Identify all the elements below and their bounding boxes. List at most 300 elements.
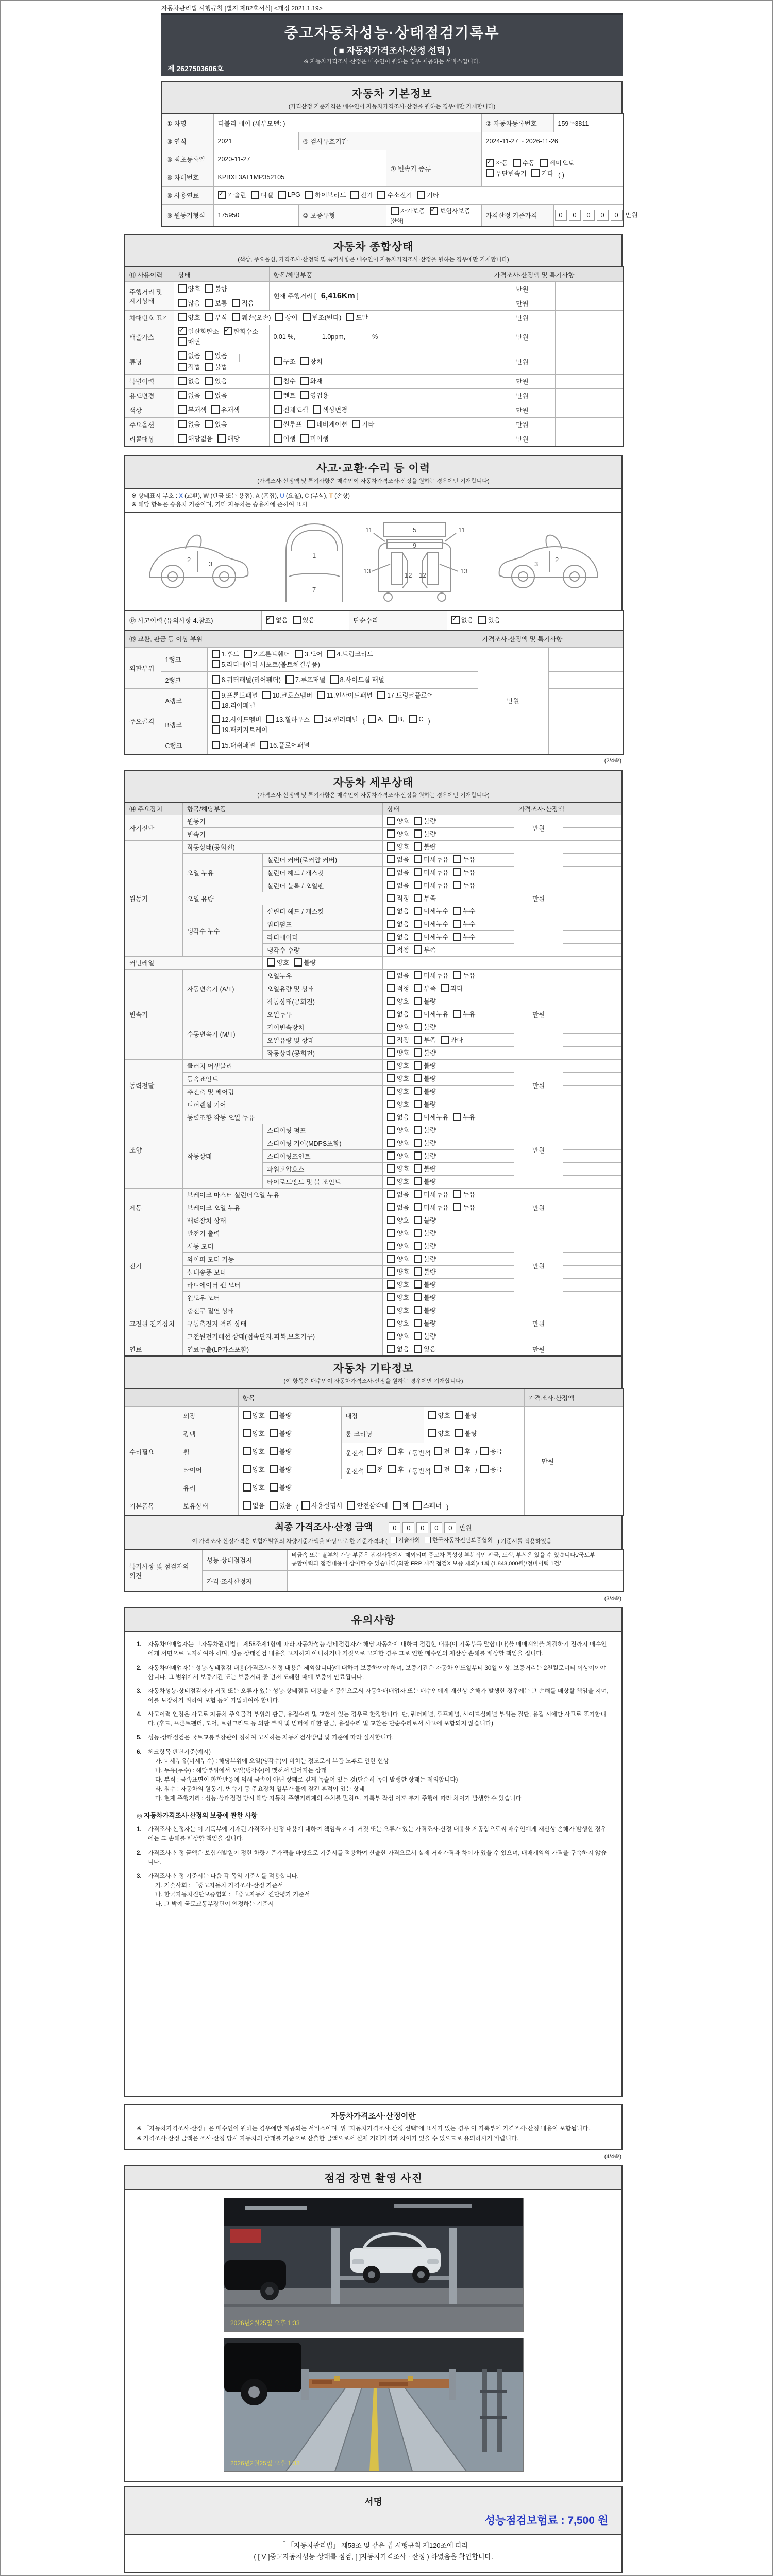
checkbox-box	[414, 1113, 422, 1121]
checkbox-있음[interactable]: 있음	[205, 391, 227, 400]
checkbox-자동[interactable]: ✓ 자동	[486, 158, 508, 167]
checkbox-부족[interactable]: 부족	[414, 1035, 436, 1044]
checkbox-해당없음[interactable]: 해당없음	[178, 434, 213, 443]
checkbox-없음[interactable]: 없음	[178, 391, 200, 400]
checkbox-13.휠하우스[interactable]: 13.휠하우스	[266, 715, 310, 724]
checkbox-양호[interactable]: 양호	[387, 1061, 409, 1070]
checkbox-도말[interactable]: 도말	[346, 313, 368, 322]
detail-state-table	[124, 802, 623, 1357]
checkbox-후[interactable]: 후	[388, 1447, 404, 1456]
checkbox-불량[interactable]: 불량	[414, 1254, 436, 1263]
checkbox-없음[interactable]: ✓ 없음	[451, 615, 474, 624]
checkbox-부족[interactable]: 부족	[414, 945, 436, 954]
checkbox-불량[interactable]: 불량	[414, 829, 436, 838]
field-label: 구동축전지 격리 상태	[182, 1317, 382, 1330]
checkbox-없음[interactable]: 없음	[387, 855, 409, 864]
checkbox-불량[interactable]: 불량	[414, 1177, 436, 1186]
checkbox-있음[interactable]: 있음	[205, 376, 227, 385]
checkbox-불량[interactable]: 불량	[414, 1293, 436, 1302]
checkbox-수소전기[interactable]: 수소전기	[377, 190, 412, 199]
checkbox-불량[interactable]: 불량	[414, 1099, 436, 1109]
checkbox-양호[interactable]: 양호	[387, 829, 409, 838]
checkbox-box	[274, 405, 282, 414]
checkbox-양호[interactable]: 양호	[387, 1318, 409, 1328]
checkbox-A,[interactable]: A,	[368, 715, 384, 723]
checkbox-불량[interactable]: 불량	[414, 1215, 436, 1225]
checkbox-불량[interactable]: 불량	[414, 1267, 436, 1276]
checkbox-box	[387, 868, 395, 876]
checkbox-누수[interactable]: 누수	[453, 906, 475, 916]
checkbox-누수[interactable]: 누수	[453, 919, 475, 928]
pricing-box-title: 자동차가격조사·산정이란	[331, 2112, 416, 2121]
checkbox-양호[interactable]: 양호	[387, 1331, 409, 1341]
entry-cell	[563, 1292, 622, 1304]
checkbox-box	[244, 650, 252, 658]
table-row	[125, 1189, 622, 1201]
checkbox-있음[interactable]: 있음	[293, 615, 315, 624]
amount-cell: 만원	[478, 648, 548, 755]
checkbox-양호[interactable]: 양호	[387, 816, 409, 825]
checkbox-불법[interactable]: 불법	[205, 362, 227, 371]
checkbox-9.프론트패널[interactable]: 9.프론트패널	[212, 690, 258, 700]
checkbox-없음[interactable]: 없음	[243, 1501, 265, 1510]
checkbox-LPG[interactable]: LPG	[278, 191, 300, 199]
checkbox-양호[interactable]: 양호	[387, 1177, 409, 1186]
checkbox-누유[interactable]: 누유	[453, 971, 475, 980]
checkbox-누수[interactable]: 누수	[453, 932, 475, 941]
checkbox-불량[interactable]: 불량	[414, 1280, 436, 1289]
panel-number: 3	[534, 560, 538, 568]
checkbox-box	[295, 650, 303, 658]
checkbox-box	[453, 1113, 461, 1121]
checkbox-하이브리드[interactable]: 하이브리드	[305, 190, 346, 199]
checkbox-양호[interactable]: 양호	[387, 1125, 409, 1134]
entry-cell	[563, 918, 622, 931]
field-text: (	[296, 1504, 298, 1512]
field-value: 175950	[213, 205, 298, 227]
checkbox-부족[interactable]: 부족	[414, 893, 436, 903]
checkbox-box	[313, 405, 321, 414]
entry-cell	[563, 1008, 622, 1021]
checkbox-전[interactable]: 전	[367, 1447, 383, 1456]
confirmation-line2: ( [ V ]중고자동차성능·상태를 점검, [ ]자동차가격조사 · 산정 ) 하였음을 확인합니다.	[254, 2553, 493, 2561]
checkbox-불량[interactable]: 불량	[455, 1429, 477, 1438]
checkbox-기타[interactable]: 기타	[417, 190, 439, 199]
checkbox-화재[interactable]: 화재	[300, 376, 323, 385]
checkbox-썬루프[interactable]: 썬루프	[274, 419, 302, 429]
checkbox-양호[interactable]: 양호	[387, 1151, 409, 1160]
checkbox-B,[interactable]: B,	[389, 715, 405, 723]
checkbox-잭[interactable]: 잭	[393, 1501, 409, 1510]
checkbox-무단변속기[interactable]: 무단변속기	[486, 168, 527, 178]
checkbox-많음[interactable]: 많음	[178, 298, 200, 308]
checkbox-미세누유[interactable]: 미세누유	[414, 1112, 448, 1122]
checkbox-양호[interactable]: 양호	[243, 1465, 265, 1474]
checkbox-box	[414, 1190, 422, 1198]
checkbox-불량[interactable]: 불량	[414, 1074, 436, 1083]
checkbox-미세누수[interactable]: 미세누수	[414, 906, 448, 916]
checkbox-19.패키지트레이[interactable]: 19.패키지트레이	[212, 725, 268, 734]
checkbox-미이행[interactable]: 미이행	[300, 434, 329, 443]
checkbox-1.후드[interactable]: 1.후드	[212, 649, 240, 658]
checkbox-15.대쉬패널[interactable]: 15.대쉬패널	[212, 740, 256, 750]
checkbox-11.인사이드패널[interactable]: 11.인사이드패널	[317, 690, 373, 700]
checkbox-불량[interactable]: 불량	[270, 1483, 292, 1492]
checkbox-미세누유[interactable]: 미세누유	[414, 855, 448, 864]
checkbox-상이[interactable]: 상이	[275, 313, 297, 322]
checkbox-group	[382, 1343, 514, 1357]
checkbox-적음[interactable]: 적음	[232, 298, 254, 308]
checkbox-불량[interactable]: 불량	[414, 1061, 436, 1070]
checkbox-수동[interactable]: 수동	[513, 158, 535, 167]
checkbox-box	[453, 855, 461, 863]
panel-rank-table	[124, 630, 624, 755]
checkbox-미세누수[interactable]: 미세누수	[414, 919, 448, 928]
checkbox-적정[interactable]: 적정	[387, 893, 409, 903]
checkbox-없음[interactable]: 없음	[178, 419, 200, 429]
checkbox-box	[387, 1048, 395, 1057]
checkbox-group	[382, 815, 514, 828]
checkbox-양호[interactable]: 양호	[387, 1164, 409, 1173]
checkbox-전[interactable]: 전	[434, 1465, 450, 1474]
checkbox-가솔린[interactable]: ✓ 가솔린	[218, 190, 246, 199]
status-code-letter: U	[280, 493, 284, 499]
field-label: 커먼레일	[125, 957, 263, 970]
checkbox-없음[interactable]: 없음	[387, 971, 409, 980]
checkbox-불량[interactable]: 불량	[294, 958, 316, 967]
checkbox-전기[interactable]: 전기	[350, 190, 373, 199]
checkbox-있음[interactable]: 있음	[478, 615, 500, 624]
checkbox-불량[interactable]: 불량	[414, 842, 436, 851]
checkbox-없음[interactable]: 없음	[387, 1112, 409, 1122]
checkbox-응급[interactable]: 응급	[480, 1465, 502, 1474]
checkbox-group	[382, 1073, 514, 1086]
checkbox-있음[interactable]: 있음	[205, 419, 227, 429]
checkbox-불량[interactable]: 불량	[270, 1447, 292, 1456]
section-title: 유의사항	[351, 1615, 396, 1627]
column-header: 가격조사·산정액 및 특기사항	[478, 630, 623, 648]
checkbox-없음[interactable]: 없음	[387, 932, 409, 941]
table-row	[162, 132, 623, 150]
checkbox-양호[interactable]: 양호	[387, 1293, 409, 1302]
checkbox-양호[interactable]: 양호	[387, 1074, 409, 1083]
checkbox-양호[interactable]: 양호	[387, 996, 409, 1006]
checkbox-과다[interactable]: 과다	[441, 984, 463, 993]
checkbox-box	[387, 1255, 395, 1263]
checkbox-box	[414, 829, 422, 838]
entry-cell	[563, 1279, 622, 1292]
checkbox-불량[interactable]: 불량	[414, 816, 436, 825]
checkbox-불량[interactable]: 불량	[205, 284, 227, 293]
checkbox-box	[455, 1447, 463, 1455]
checkbox-보험사보증[interactable]: ✓ 보험사보증	[430, 206, 470, 215]
checkbox-매연[interactable]: 매연	[178, 337, 200, 346]
checkbox-box	[425, 1537, 431, 1543]
entry-cell	[563, 931, 622, 944]
checkbox-불량[interactable]: 불량	[414, 1151, 436, 1160]
checkbox-양호[interactable]: 양호	[178, 313, 200, 322]
checkbox-미세누유[interactable]: 미세누유	[414, 1202, 448, 1212]
checkbox-미세누유[interactable]: 미세누유	[414, 1009, 448, 1019]
checkbox-불량[interactable]: 불량	[455, 1411, 477, 1420]
entry-cell	[563, 1189, 622, 1201]
checkbox-없음[interactable]: 없음	[387, 868, 409, 877]
entry-cell	[563, 1343, 622, 1357]
field-label: 배력장치 상태	[182, 1214, 382, 1227]
checkbox-group	[341, 1443, 524, 1461]
checkbox-불량[interactable]: 불량	[414, 1331, 436, 1341]
field-value: 비금속 또는 탈부착 가능 부품은 점검사항에서 제외되며 중고차 특성상 부분적인 판금, 도색, 부식은 있을 수 있습니다./국토부 통합이력과 점검내용이 상이할 수 있습니다(외판 FRP 재질 점검X 보증 제외)/ 1회 (1,843,000원)/정비이력 1건/	[287, 1549, 623, 1571]
checkbox-무채색[interactable]: 무채색	[178, 405, 207, 414]
entry-cell	[563, 970, 622, 982]
checkbox-10.크로스멤버[interactable]: 10.크로스멤버	[262, 690, 312, 700]
checkbox-적정[interactable]: 적정	[387, 945, 409, 954]
checkbox-group	[174, 296, 269, 311]
checkbox-양호[interactable]: 양호	[387, 842, 409, 851]
checkbox-불량[interactable]: 불량	[414, 1241, 436, 1250]
checkbox-미세누유[interactable]: 미세누유	[414, 868, 448, 877]
checkbox-14.필러패널[interactable]: 14.필러패널	[314, 715, 358, 724]
checkbox-없음[interactable]: ✓ 없음	[266, 615, 288, 624]
checkbox-없음[interactable]: 없음	[387, 880, 409, 890]
checkbox-양호[interactable]: 양호	[387, 1138, 409, 1147]
checkbox-불량[interactable]: 불량	[414, 1048, 436, 1057]
checkbox-불량[interactable]: 불량	[270, 1429, 292, 1438]
checkbox-사용설명서[interactable]: 사용설명서	[301, 1501, 342, 1510]
entry-cell	[382, 957, 514, 970]
entry-cell	[563, 1240, 622, 1253]
checkbox-과다[interactable]: 과다	[441, 1035, 463, 1044]
checkbox-기타[interactable]: 기타	[352, 419, 374, 429]
field-label: 냉각수 수량	[263, 944, 383, 957]
checkbox-17.트렁크플로어[interactable]: 17.트렁크플로어	[377, 690, 433, 700]
checkbox-네비게이션[interactable]: 네비게이션	[307, 419, 347, 429]
checkbox-미세누수[interactable]: 미세누수	[414, 932, 448, 941]
field-label: 배출가스	[125, 325, 174, 349]
checkbox-후[interactable]: 후	[388, 1465, 404, 1474]
checkbox-한국자동차진단보증협회[interactable]: 한국자동차진단보증협회	[425, 1536, 493, 1544]
checkbox-적정[interactable]: 적정	[387, 1035, 409, 1044]
checkbox-box	[270, 1501, 278, 1510]
entry-cell	[555, 325, 623, 349]
checkbox-양호[interactable]: 양호	[387, 1280, 409, 1289]
checkbox-불량[interactable]: 불량	[414, 1138, 436, 1147]
checkbox-스패너[interactable]: 스패너	[413, 1501, 442, 1510]
checkbox-부족[interactable]: 부족	[414, 984, 436, 993]
checkbox-7.루프패널[interactable]: 7.루프패널	[285, 675, 326, 684]
checkbox-group	[238, 1461, 341, 1479]
checkbox-없음[interactable]: 없음	[387, 906, 409, 916]
field-label: 기본품목	[125, 1497, 179, 1516]
checkbox-box	[387, 1087, 395, 1095]
checkbox-구조[interactable]: 구조	[274, 357, 296, 366]
checkbox-양호[interactable]: 양호	[387, 1228, 409, 1238]
checkbox-적법[interactable]: 적법	[178, 362, 200, 371]
table-row	[125, 713, 623, 737]
checkbox-group	[207, 648, 478, 672]
checkbox-응급[interactable]: 응급	[480, 1447, 502, 1456]
entry-cell	[563, 905, 622, 918]
checkbox-18.리어패널[interactable]: 18.리어패널	[212, 701, 256, 710]
checkbox-미세누유[interactable]: 미세누유	[414, 971, 448, 980]
table-row	[162, 187, 623, 205]
checkbox-양호[interactable]: 양호	[178, 284, 200, 293]
checkbox-12.사이드멤버[interactable]: 12.사이드멤버	[212, 715, 262, 724]
checkbox-양호[interactable]: 양호	[243, 1447, 265, 1456]
checkbox-box	[387, 1293, 395, 1301]
entry-cell	[563, 1060, 622, 1073]
checkbox-불량[interactable]: 불량	[414, 1318, 436, 1328]
checkbox-양호[interactable]: 양호	[387, 1254, 409, 1263]
checkbox-양호[interactable]: 양호	[243, 1483, 265, 1492]
checkbox-없음[interactable]: 없음	[387, 919, 409, 928]
checkbox-양호[interactable]: 양호	[387, 1048, 409, 1057]
checkbox-box	[387, 1177, 395, 1185]
checkbox-양호[interactable]: 양호	[387, 1087, 409, 1096]
checkbox-양호[interactable]: 양호	[387, 1022, 409, 1031]
field-label: 외판부위	[125, 648, 161, 689]
photos-band	[124, 2165, 623, 2190]
checkbox-3.도어[interactable]: 3.도어	[295, 649, 323, 658]
checkbox-장치[interactable]: 장치	[300, 357, 323, 366]
checkbox-누유[interactable]: 누유	[453, 1190, 475, 1199]
confirmation-text	[124, 2535, 623, 2573]
checkbox-누유[interactable]: 누유	[453, 1112, 475, 1122]
entry-cell	[563, 1098, 622, 1111]
checkbox-없음[interactable]: 없음	[387, 1009, 409, 1019]
panel-number: 12	[404, 571, 412, 580]
checkbox-누유[interactable]: 누유	[453, 1009, 475, 1019]
checkbox-양호[interactable]: 양호	[243, 1411, 265, 1420]
checkbox-group	[174, 403, 269, 417]
status-code-letter: C	[305, 493, 309, 499]
checkbox-탄화수소[interactable]: ✓ 탄화수소	[224, 327, 258, 336]
checkbox-불량[interactable]: 불량	[270, 1411, 292, 1420]
field-label: ⑩ 보증유형	[298, 205, 386, 227]
checkbox-2.프론트휀더[interactable]: 2.프론트휀더	[244, 649, 290, 658]
checkbox-C[interactable]: C	[409, 715, 423, 723]
checkbox-누유[interactable]: 누유	[453, 880, 475, 890]
checkbox-해당[interactable]: 해당	[217, 434, 240, 443]
checkbox-자가보증[interactable]: 자가보증	[391, 206, 425, 215]
checkbox-후[interactable]: 후	[455, 1447, 470, 1456]
checkbox-안전삼각대[interactable]: 안전삼각대	[347, 1501, 388, 1510]
checkbox-보통[interactable]: 보통	[205, 298, 227, 308]
checkbox-기타[interactable]: 기타	[531, 168, 553, 178]
checkbox-부식[interactable]: 부식	[205, 313, 227, 322]
checkbox-후[interactable]: 후	[455, 1465, 470, 1474]
checkbox-기술사회[interactable]: 기술사회	[391, 1536, 421, 1544]
checkbox-양호[interactable]: 양호	[387, 1241, 409, 1250]
checkbox-불량[interactable]: 불량	[414, 1125, 436, 1134]
table-row	[125, 1111, 622, 1124]
checkbox-있음[interactable]: 있음	[414, 1344, 436, 1353]
checkbox-양호[interactable]: 양호	[428, 1429, 450, 1438]
notice-subitem: 다. 부식 : 금속표면이 화학반응에 의해 금속이 아닌 상태로 깊게 녹슬어 있는 것(단순히 녹이 발생한 상태는 제외합니다)	[155, 1777, 458, 1784]
checkbox-불량[interactable]: 불량	[414, 1164, 436, 1173]
checkbox-색상변경[interactable]: 색상변경	[313, 405, 347, 414]
table-row	[125, 432, 623, 447]
checkbox-유채색[interactable]: 유채색	[211, 405, 240, 414]
checkbox-훼손(오손)[interactable]: 훼손(오손)	[232, 313, 271, 322]
section-accident-history	[124, 455, 623, 765]
checkbox-없음[interactable]: 없음	[387, 1202, 409, 1212]
checkbox-불량[interactable]: 불량	[270, 1465, 292, 1474]
checkbox-불량[interactable]: 불량	[414, 996, 436, 1006]
checkbox-디젤[interactable]: 디젤	[251, 190, 273, 199]
checkbox-불량[interactable]: 불량	[414, 1228, 436, 1238]
checkbox-box	[414, 855, 422, 863]
checkbox-없음[interactable]: 없음	[178, 376, 200, 385]
checkbox-양호[interactable]: 양호	[428, 1411, 450, 1420]
checkbox-일산화탄소[interactable]: ✓ 일산화탄소	[178, 327, 219, 336]
checkbox-변조(변타)[interactable]: 변조(변타)	[303, 313, 342, 322]
checkbox-box	[414, 1229, 422, 1237]
checkbox-box	[300, 357, 309, 365]
checkbox-box	[414, 1139, 422, 1147]
checkbox-전[interactable]: 전	[367, 1465, 383, 1474]
checkbox-양호[interactable]: 양호	[243, 1429, 265, 1438]
field-label: 냉각수 누수	[182, 905, 262, 957]
checkbox-box	[212, 675, 220, 684]
checkbox-전체도색[interactable]: 전체도색	[274, 405, 308, 414]
amount-cell: 만원	[490, 403, 555, 417]
checkbox-없음[interactable]: 없음	[387, 1344, 409, 1353]
checkbox-불량[interactable]: 불량	[414, 1022, 436, 1031]
checkbox-렌트[interactable]: 렌트	[274, 391, 296, 400]
checkbox-미세누유[interactable]: 미세누유	[414, 1190, 448, 1199]
checkbox-불량[interactable]: 불량	[414, 1306, 436, 1315]
table-row	[125, 970, 622, 982]
checkbox-영업용[interactable]: 영업용	[300, 391, 329, 400]
checkbox-box	[453, 881, 461, 889]
checkbox-양호[interactable]: 양호	[387, 1099, 409, 1109]
checkbox-box	[414, 1023, 422, 1031]
checkbox-누유[interactable]: 누유	[453, 855, 475, 864]
panel-number: 7	[312, 586, 316, 594]
checkbox-box	[266, 616, 274, 624]
checkbox-group	[424, 1407, 524, 1425]
checkbox-전[interactable]: 전	[434, 1447, 450, 1456]
checkbox-8.사이드실 패널[interactable]: 8.사이드실 패널	[330, 675, 384, 684]
checkbox-16.플로어패널[interactable]: 16.플로어패널	[260, 740, 310, 750]
checkbox-이행[interactable]: 이행	[274, 434, 296, 443]
checkbox-없음[interactable]: 없음	[387, 1190, 409, 1199]
checkbox-있음[interactable]: 있음	[205, 351, 227, 360]
checkbox-양호[interactable]: 양호	[387, 1267, 409, 1276]
checkbox-불량[interactable]: 불량	[414, 1087, 436, 1096]
checkbox-없음[interactable]: 없음	[178, 351, 200, 360]
checkbox-적정[interactable]: 적정	[387, 984, 409, 993]
checkbox-box	[387, 1267, 395, 1276]
checkbox-group	[382, 1253, 514, 1266]
checkbox-5.라디에이터 서포트(볼트체결부품)[interactable]: 5.라디에이터 서포트(볼트체결부품)	[212, 659, 320, 669]
checkbox-누유[interactable]: 누유	[453, 1202, 475, 1212]
checkbox-누유[interactable]: 누유	[453, 868, 475, 877]
checkbox-침수[interactable]: 침수	[274, 376, 296, 385]
checkbox-box	[205, 363, 213, 371]
checkbox-6.쿼터패널(리어휀더)[interactable]: 6.쿼터패널(리어휀더)	[212, 675, 281, 684]
checkbox-있음[interactable]: 있음	[270, 1501, 292, 1510]
checkbox-세미오토[interactable]: 세미오토	[540, 158, 574, 167]
checkbox-4.트렁크리드[interactable]: 4.트렁크리드	[327, 649, 373, 658]
checkbox-양호[interactable]: 양호	[387, 1215, 409, 1225]
checkbox-미세누유[interactable]: 미세누유	[414, 880, 448, 890]
checkbox-box	[217, 434, 226, 443]
checkbox-양호[interactable]: 양호	[387, 1306, 409, 1315]
checkbox-양호[interactable]: 양호	[267, 958, 289, 967]
column-header: 항목/해당부품	[182, 803, 382, 815]
